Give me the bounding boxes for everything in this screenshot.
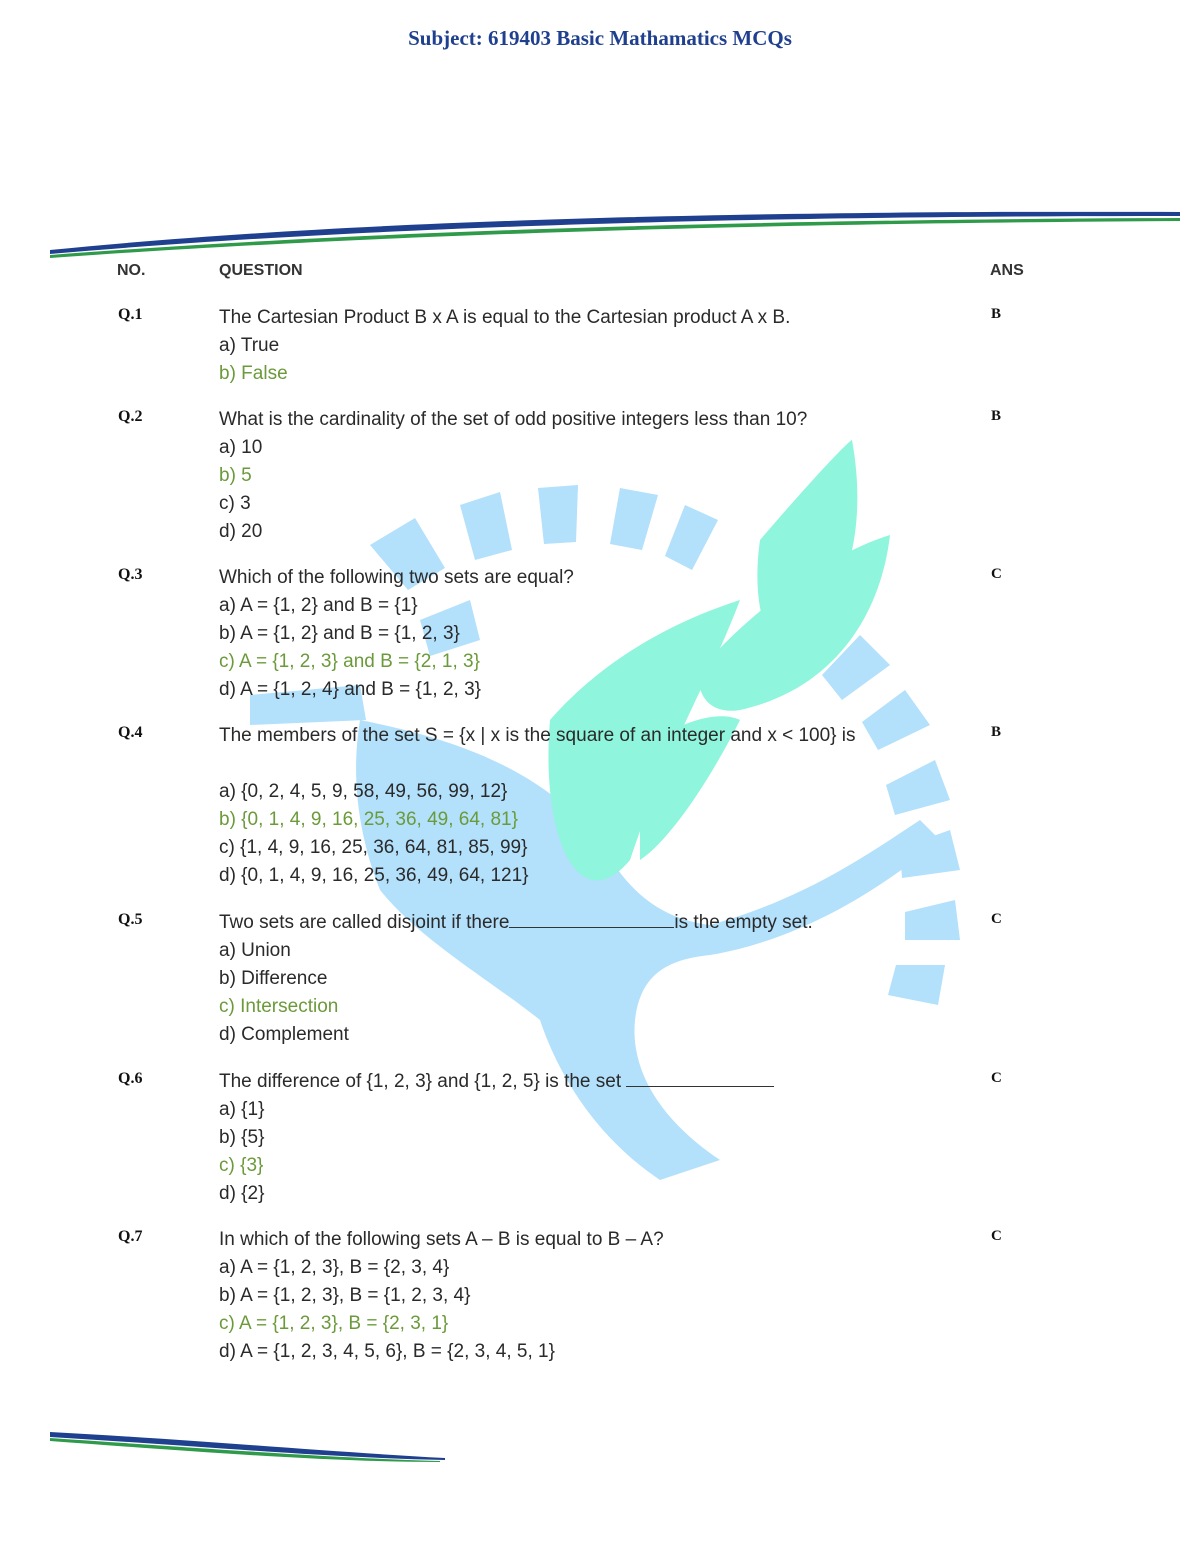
- option: a) Union: [219, 940, 291, 961]
- question-body: [219, 406, 959, 546]
- option: d) {0, 1, 4, 9, 16, 25, 36, 49, 64, 121}: [219, 865, 529, 886]
- blank-line: [219, 750, 959, 778]
- option-correct: c) A = {1, 2, 3}, B = {2, 3, 1}: [219, 1313, 449, 1334]
- stem-before: Two sets are called disjoint if there: [219, 912, 510, 933]
- option-correct: c) A = {1, 2, 3} and B = {2, 1, 3}: [219, 651, 480, 672]
- option: d) Complement: [219, 1024, 349, 1045]
- fill-blank: [626, 1068, 774, 1087]
- option: d) 20: [219, 521, 263, 542]
- option: a) True: [219, 335, 280, 356]
- option-correct: c) Intersection: [219, 996, 339, 1017]
- question-body: [219, 304, 959, 388]
- answer-key: B: [991, 408, 1002, 424]
- answer-key: B: [991, 724, 1002, 740]
- option: d) A = {1, 2, 4} and B = {1, 2, 3}: [219, 679, 482, 700]
- column-header-no: NO.: [117, 262, 146, 279]
- option-correct: b) 5: [219, 465, 252, 486]
- answer-key: B: [991, 306, 1002, 322]
- option: c) {1, 4, 9, 16, 25, 36, 64, 81, 85, 99}: [219, 837, 528, 858]
- column-header-question: QUESTION: [219, 262, 303, 279]
- option-correct: b) {0, 1, 4, 9, 16, 25, 36, 49, 64, 81}: [219, 809, 518, 830]
- question-number: Q.3: [118, 566, 143, 583]
- question-stem: In which of the following sets A – B is equal to B – A?: [219, 1229, 664, 1250]
- option: d) {2}: [219, 1183, 265, 1204]
- stem-after: is the empty set.: [674, 912, 813, 933]
- option-correct: c) {3}: [219, 1155, 264, 1176]
- question-number: Q.7: [118, 1228, 143, 1245]
- question-body: [219, 722, 959, 890]
- option: d) A = {1, 2, 3, 4, 5, 6}, B = {2, 3, 4, 5, 1}: [219, 1341, 555, 1362]
- question-stem: Which of the following two sets are equal?: [219, 567, 574, 588]
- question-number: Q.2: [118, 408, 143, 425]
- question-stem: What is the cardinality of the set of odd positive integers less than 10?: [219, 409, 808, 430]
- option: b) {5}: [219, 1127, 265, 1148]
- column-header-ans: ANS: [990, 262, 1024, 279]
- option: a) {0, 2, 4, 5, 9, 58, 49, 56, 99, 12}: [219, 781, 508, 802]
- bottom-swoosh: [50, 1432, 445, 1460]
- question-body: [219, 1068, 959, 1208]
- page-title: Subject: 619403 Basic Mathamatics MCQs: [408, 26, 792, 50]
- question-stem: The Cartesian Product B x A is equal to the Cartesian product A x B.: [219, 307, 791, 328]
- option: a) {1}: [219, 1099, 265, 1120]
- answer-key: C: [991, 1228, 1002, 1244]
- option: b) A = {1, 2} and B = {1, 2, 3}: [219, 623, 460, 644]
- question-number: Q.6: [118, 1070, 143, 1087]
- question-body: [219, 909, 959, 1049]
- answer-key: C: [991, 1070, 1002, 1086]
- answer-key: C: [991, 566, 1002, 582]
- question-stem: [219, 909, 959, 937]
- question-stem: The members of the set S = {x | x is the square of an integer and x < 100} is: [219, 725, 856, 746]
- stem-before: The difference of {1, 2, 3} and {1, 2, 5} is the set: [219, 1071, 622, 1092]
- option: b) Difference: [219, 968, 328, 989]
- option: a) 10: [219, 437, 263, 458]
- fill-blank: [509, 909, 674, 928]
- question-number: Q.5: [118, 911, 143, 928]
- answer-key: C: [991, 911, 1002, 927]
- option-correct: b) False: [219, 363, 288, 384]
- option: a) A = {1, 2, 3}, B = {2, 3, 4}: [219, 1257, 450, 1278]
- question-stem: [219, 1068, 959, 1096]
- question-number: Q.4: [118, 724, 143, 741]
- question-number: Q.1: [118, 306, 143, 323]
- option: b) A = {1, 2, 3}, B = {1, 2, 3, 4}: [219, 1285, 471, 1306]
- question-body: [219, 1226, 959, 1366]
- option: a) A = {1, 2} and B = {1}: [219, 595, 418, 616]
- question-body: [219, 564, 959, 704]
- option: c) 3: [219, 493, 251, 514]
